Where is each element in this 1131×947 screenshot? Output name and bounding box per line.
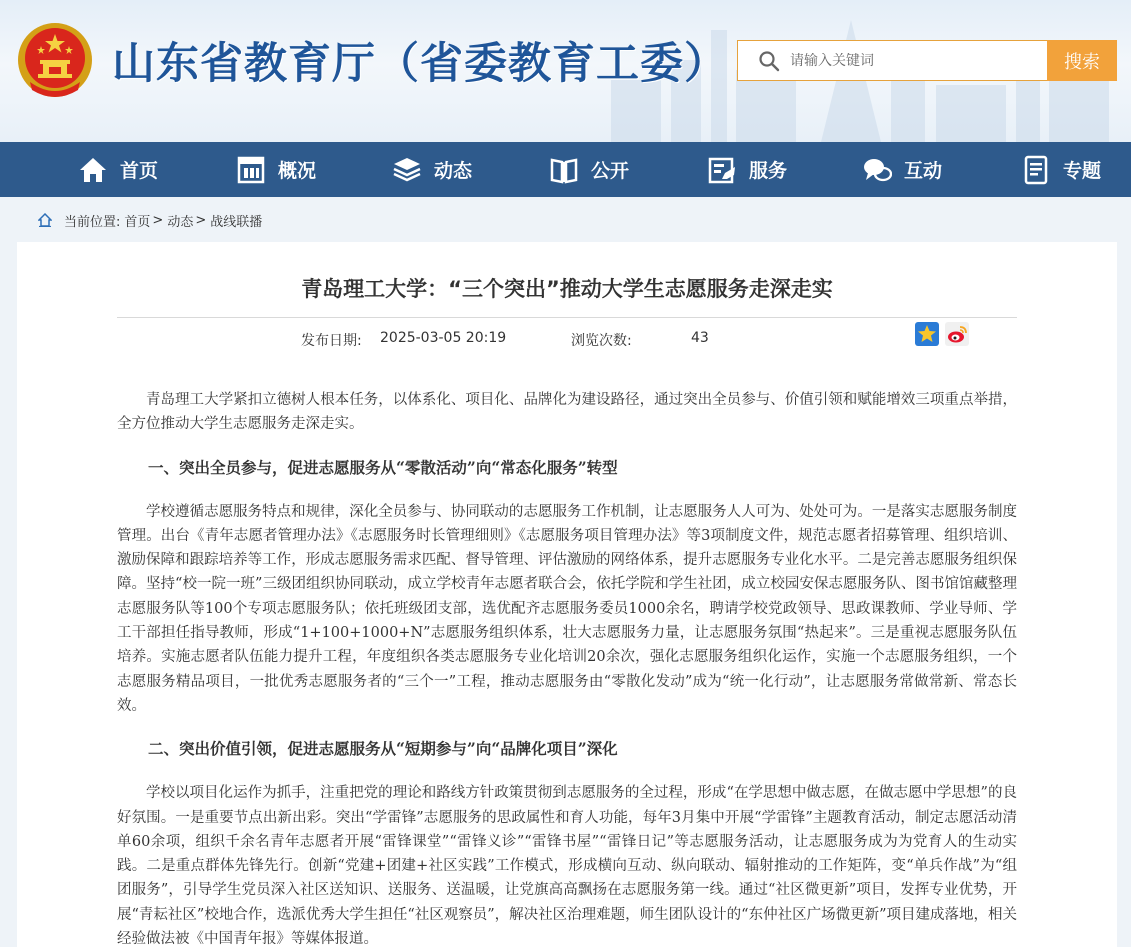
nav-item-news[interactable] [392, 142, 472, 197]
search-icon [758, 50, 780, 72]
breadcrumb-separator: > [195, 212, 207, 228]
share-weibo-icon[interactable] [945, 322, 969, 346]
share-qzone-icon[interactable] [915, 322, 939, 346]
open-book-icon [549, 155, 579, 185]
section-heading: 二、突出价值引领，促进志愿服务从“短期参与”向“品牌化项目”深化 [148, 739, 618, 759]
section-heading: 一、突出全员参与，促进志愿服务从“零散活动”向“常态化服务”转型 [148, 457, 618, 477]
nav-item-overview[interactable] [236, 142, 316, 197]
nav-label: 专题 [1063, 160, 1102, 182]
view-count: 43 [691, 330, 709, 346]
nav-label: 服务 [749, 160, 788, 182]
home-icon [78, 155, 108, 185]
publish-date-label: 发布日期: [301, 333, 362, 349]
search-button[interactable]: 搜索 [1047, 40, 1117, 81]
breadcrumb [38, 210, 262, 230]
site-header [0, 0, 1131, 142]
nav-label: 首页 [120, 160, 159, 182]
search-input[interactable] [790, 53, 1030, 69]
publish-date: 2025-03-05 20:19 [380, 330, 507, 346]
nav-item-home[interactable] [78, 142, 158, 197]
nav-item-service[interactable] [707, 142, 787, 197]
service-icon [707, 155, 737, 185]
nav-label: 互动 [904, 160, 943, 182]
nav-label: 公开 [591, 160, 630, 182]
home-icon [38, 213, 52, 227]
article-title: 青岛理工大学：“三个突出”推动大学生志愿服务走深走实 [301, 277, 833, 301]
nav-item-public[interactable] [549, 142, 629, 197]
nav-item-topics[interactable] [1021, 142, 1101, 197]
national-emblem-icon [16, 20, 94, 100]
main-nav [0, 142, 1131, 197]
breadcrumb-link-news[interactable]: 动态 [167, 214, 194, 230]
document-icon [1021, 155, 1051, 185]
site-title: 山东省教育厅（省委教育工委） [112, 39, 728, 89]
nav-label: 动态 [434, 160, 473, 182]
article-paragraph: 青岛理工大学紧扣立德树人根本任务，以体系化、项目化、品牌化为建设路径，通过突出全员参与、价值引领和赋能增效三项重点举措，全方位推动大学生志愿服务走深走实。 [117, 392, 1017, 433]
title-divider [117, 317, 1017, 318]
chat-icon [862, 155, 892, 185]
breadcrumb-separator: > [152, 212, 164, 228]
nav-item-interact[interactable] [862, 142, 942, 197]
breadcrumb-link-home[interactable]: 首页 [124, 214, 151, 230]
search-box[interactable] [737, 40, 1047, 81]
building-icon [236, 155, 266, 185]
breadcrumb-link-current[interactable]: 战线联播 [210, 214, 263, 230]
article-paragraph: 学校以项目化运作为抓手，注重把党的理论和路线方针政策贯彻到志愿服务的全过程，形成“在学思想中做志愿，在做志愿中学思想”的良好氛围。一是重要节点出新出彩。突出“学雷锋”志愿服务的思政属性和育人功能，每年3月集中开展“学雷锋”主题教育活动，制定志愿活动清单60余项，组织千余名青年志愿者开展“雷锋课堂”“雷锋义诊”“雷锋书屋”“雷锋日记”等志愿服务活动，让志愿服务成为为党育人的生动实践。二是重点群体先锋先行。创新“党建+团建+社区实践”工作模式，形成横向互动、纵向联动、辐射推动的工作矩阵，变“单兵作战”为“组团服务”，引导学生党员深入社区送知识、送服务、送温暖，让党旗高高飘扬在志愿服务第一线。通过“社区微更新”项目，发挥专业优势，开展“青耘社区”校地合作，选派优秀大学生担任“社区观察员”，解决社区治理难题，师生团队设计的“东仲社区广场微更新”项目建成落地，相关经验做法被《中国青年报》等媒体报道。 [117, 785, 1017, 947]
article-body [117, 388, 1017, 947]
layers-icon [392, 155, 422, 185]
article-paragraph: 学校遵循志愿服务特点和规律，深化全员参与、协同联动的志愿服务工作机制，让志愿服务人人可为、处处可为。一是落实志愿服务制度管理。出台《青年志愿者管理办法》《志愿服务时长管理细则》《志愿服务项目管理办法》等3项制度文件，规范志愿者招募管理、组织培训、激励保障和跟踪培养等工作，形成志愿服务需求匹配、督导管理、评估激励的网络体系，提升志愿服务专业化水平。二是完善志愿服务组织保障。坚持“校一院一班”三级团组织协同联动，成立学校青年志愿者联合会，依托学院和学生社团，成立校园安保志愿服务队、图书馆馆藏整理志愿服务队等100个专项志愿服务队；依托班级团支部，选优配齐志愿服务委员1000余名，聘请学校党政领导、思政课教师、学业导师、学工干部担任指导教师，形成“1+100+1000+N”志愿服务组织体系，壮大志愿服务力量，让志愿服务氛围“热起来”。三是重视志愿服务队伍培养。实施志愿者队伍能力提升工程，年度组织各类志愿服务专业化培训20余次，强化志愿服务组织化运作，实施一个志愿服务组织，一个志愿服务精品项目，一批优秀志愿服务者的“三个一”工程，推动志愿服务由“零散化发动”成为“统一化行动”，让志愿服务常做常新、常态长效。 [117, 503, 1017, 714]
view-count-label: 浏览次数: [571, 333, 632, 349]
breadcrumb-prefix: 当前位置: [64, 214, 121, 230]
nav-label: 概况 [278, 160, 317, 182]
